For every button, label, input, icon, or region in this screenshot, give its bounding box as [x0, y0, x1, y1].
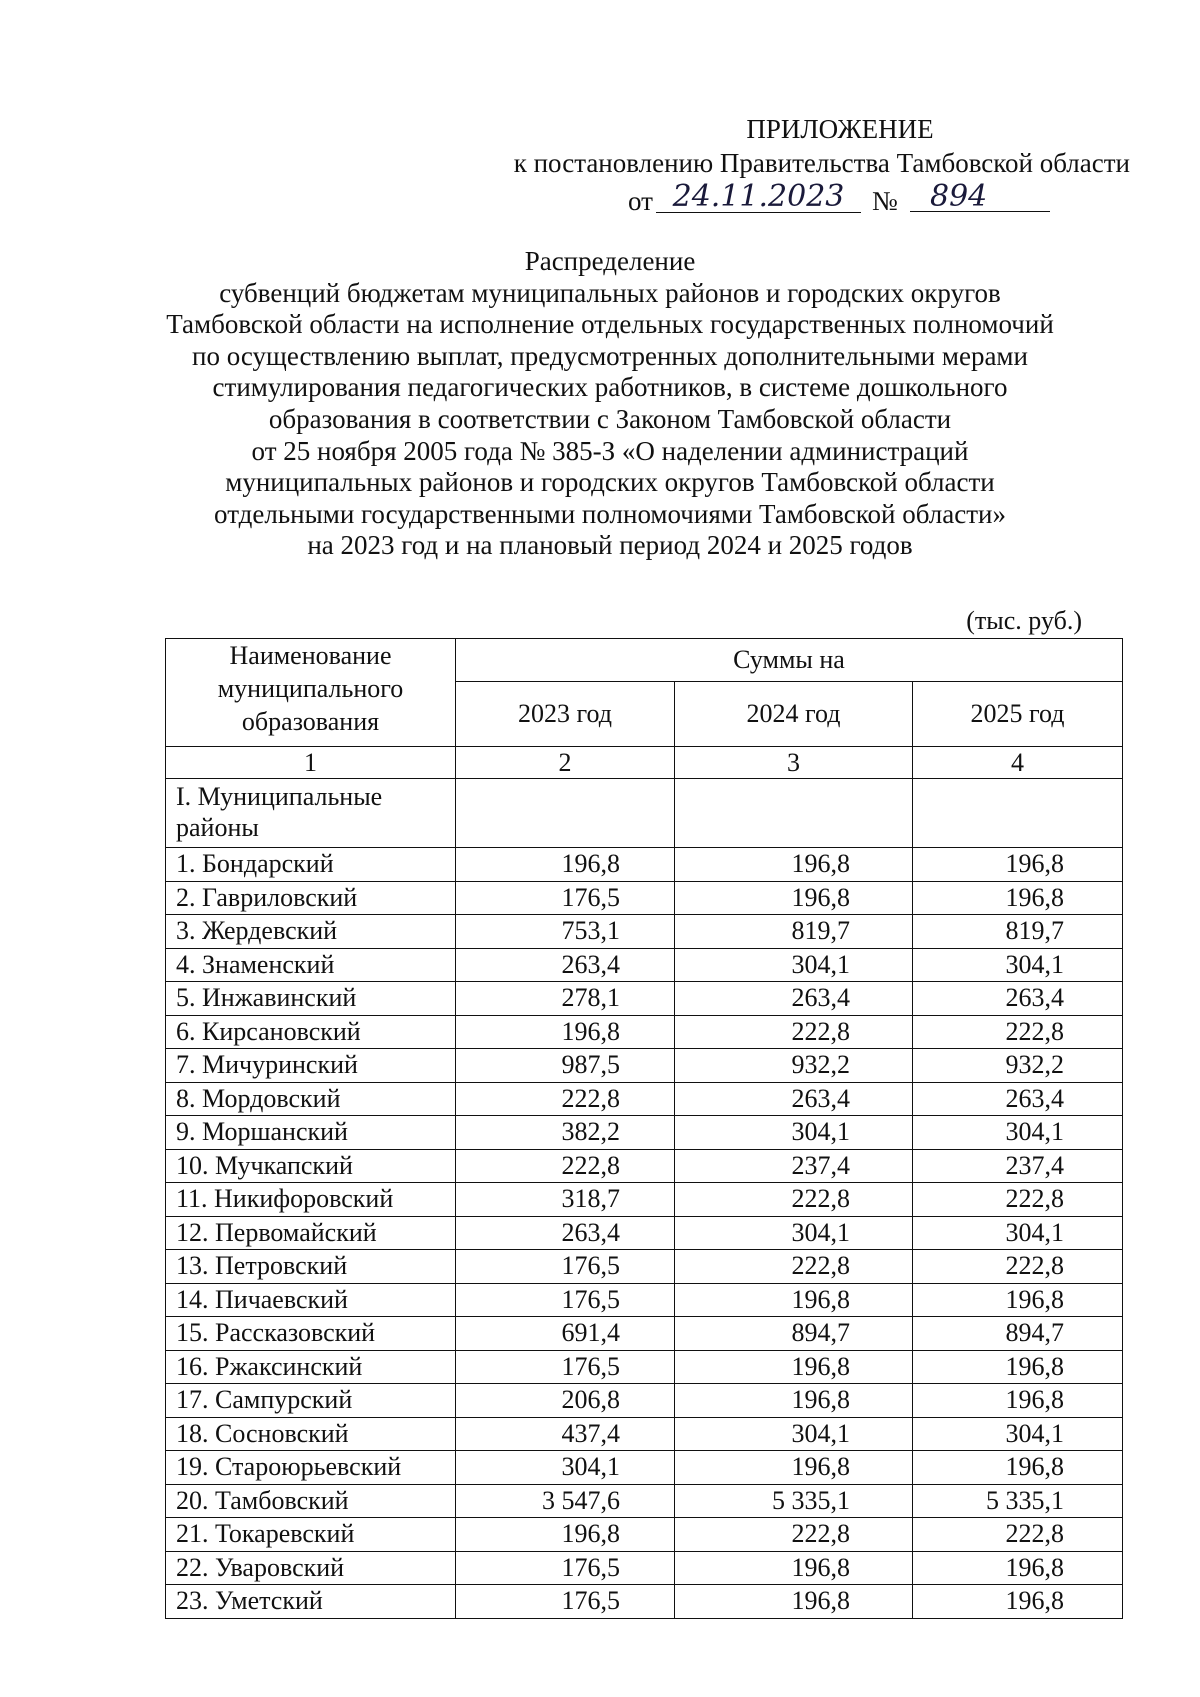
- value-2023: 222,8: [456, 1082, 675, 1116]
- table-row: [166, 1183, 1123, 1217]
- value-2024: 222,8: [675, 1183, 913, 1217]
- value-2025: 5 335,1: [913, 1484, 1123, 1518]
- value-2025: 222,8: [913, 1015, 1123, 1049]
- value-2023: 691,4: [456, 1317, 675, 1351]
- empty-cell: [913, 779, 1123, 848]
- value-2025: 196,8: [913, 881, 1123, 915]
- table-row: [166, 848, 1123, 882]
- table-row: [166, 1015, 1123, 1049]
- value-2025: 196,8: [913, 1551, 1123, 1585]
- district-name: 23. Уметский: [166, 1585, 456, 1619]
- value-2023: 3 547,6: [456, 1484, 675, 1518]
- header-year-2025: 2025 год: [913, 682, 1123, 747]
- col-number: 4: [913, 747, 1123, 779]
- value-2024: 304,1: [675, 948, 913, 982]
- col-number: 3: [675, 747, 913, 779]
- value-2024: 196,8: [675, 1451, 913, 1485]
- value-2024: 196,8: [675, 1283, 913, 1317]
- value-2024: 263,4: [675, 982, 913, 1016]
- value-2023: 437,4: [456, 1417, 675, 1451]
- value-2024: 222,8: [675, 1015, 913, 1049]
- appendix-block: [470, 112, 1150, 220]
- heading-line: Тамбовской области на исполнение отдельных государственных полномочий: [166, 309, 1054, 340]
- date-handwritten: 24.11.2023: [656, 182, 861, 213]
- col-number: 1: [166, 747, 456, 779]
- value-2023: 278,1: [456, 982, 675, 1016]
- value-2024: 894,7: [675, 1317, 913, 1351]
- value-2023: 176,5: [456, 1283, 675, 1317]
- table-row: [166, 1518, 1123, 1552]
- value-2023: 196,8: [456, 848, 675, 882]
- district-name: 19. Староюрьевский: [166, 1451, 456, 1485]
- value-2023: 206,8: [456, 1384, 675, 1418]
- value-2025: 196,8: [913, 1384, 1123, 1418]
- heading-line: по осуществлению выплат, предусмотренных дополнительными мерами: [192, 340, 1028, 371]
- table-row: [166, 1484, 1123, 1518]
- value-2025: 222,8: [913, 1518, 1123, 1552]
- section-title: I. Муниципальные районы: [166, 779, 456, 848]
- value-2024: 196,8: [675, 1551, 913, 1585]
- table-row: [166, 881, 1123, 915]
- value-2025: 196,8: [913, 1451, 1123, 1485]
- value-2023: 382,2: [456, 1116, 675, 1150]
- value-2025: 196,8: [913, 1585, 1123, 1619]
- value-2024: 263,4: [675, 1082, 913, 1116]
- district-name: 17. Сампурский: [166, 1384, 456, 1418]
- value-2023: 176,5: [456, 1250, 675, 1284]
- heading-line: на 2023 год и на плановый период 2024 и 2025 годов: [307, 530, 913, 561]
- number-sign: №: [872, 186, 898, 216]
- heading-line: субвенций бюджетам муниципальных районов и городских округов: [219, 277, 1001, 308]
- value-2024: 304,1: [675, 1116, 913, 1150]
- value-2023: 263,4: [456, 948, 675, 982]
- table-row: [166, 1049, 1123, 1083]
- heading-line: от 25 ноября 2005 года № 385-З «О наделении администраций: [251, 435, 969, 466]
- value-2024: 196,8: [675, 881, 913, 915]
- district-name: 15. Рассказовский: [166, 1317, 456, 1351]
- empty-cell: [456, 779, 675, 848]
- table-row: [166, 1384, 1123, 1418]
- district-name: 4. Знаменский: [166, 948, 456, 982]
- table-row: [166, 1317, 1123, 1351]
- district-name: 10. Мучкапский: [166, 1149, 456, 1183]
- district-name: 22. Уваровский: [166, 1551, 456, 1585]
- value-2024: 819,7: [675, 915, 913, 949]
- appendix-title: ПРИЛОЖЕНИЕ: [746, 114, 934, 144]
- district-name: 13. Петровский: [166, 1250, 456, 1284]
- value-2024: 196,8: [675, 1384, 913, 1418]
- district-name: 16. Ржаксинский: [166, 1350, 456, 1384]
- table-row: [166, 948, 1123, 982]
- value-2025: 304,1: [913, 1417, 1123, 1451]
- table-row: [166, 1082, 1123, 1116]
- value-2023: 196,8: [456, 1518, 675, 1552]
- district-name: 7. Мичуринский: [166, 1049, 456, 1083]
- value-2023: 196,8: [456, 1015, 675, 1049]
- header-year-2024: 2024 год: [675, 682, 913, 747]
- unit-label: (тыс. руб.): [966, 606, 1082, 635]
- table-row: [166, 1283, 1123, 1317]
- value-2024: 196,8: [675, 1585, 913, 1619]
- value-2023: 753,1: [456, 915, 675, 949]
- district-name: 9. Моршанский: [166, 1116, 456, 1150]
- district-name: 1. Бондарский: [166, 848, 456, 882]
- district-name: 18. Сосновский: [166, 1417, 456, 1451]
- value-2025: 304,1: [913, 1116, 1123, 1150]
- date-prefix: от: [628, 186, 653, 216]
- value-2025: 196,8: [913, 848, 1123, 882]
- table-row: [166, 1417, 1123, 1451]
- value-2025: 196,8: [913, 1350, 1123, 1384]
- district-name: 11. Никифоровский: [166, 1183, 456, 1217]
- value-2025: 932,2: [913, 1049, 1123, 1083]
- district-name: 8. Мордовский: [166, 1082, 456, 1116]
- value-2023: 176,5: [456, 881, 675, 915]
- district-name: 6. Кирсановский: [166, 1015, 456, 1049]
- header-sums: Суммы на: [456, 639, 1123, 682]
- district-name: 2. Гавриловский: [166, 881, 456, 915]
- table-row: [166, 982, 1123, 1016]
- district-name: 12. Первомайский: [166, 1216, 456, 1250]
- table-row: [166, 1116, 1123, 1150]
- table-row: [166, 1451, 1123, 1485]
- col-number: 2: [456, 747, 675, 779]
- heading-line: стимулирования педагогических работников, в системе дошкольного: [212, 372, 1008, 403]
- value-2025: 222,8: [913, 1250, 1123, 1284]
- heading-line: муниципальных районов и городских округов Тамбовской области: [225, 467, 995, 498]
- value-2024: 222,8: [675, 1250, 913, 1284]
- value-2023: 987,5: [456, 1049, 675, 1083]
- empty-cell: [675, 779, 913, 848]
- value-2025: 304,1: [913, 948, 1123, 982]
- header-name: Наименование муниципального образования: [166, 639, 456, 747]
- district-name: 21. Токаревский: [166, 1518, 456, 1552]
- value-2025: 196,8: [913, 1283, 1123, 1317]
- value-2023: 176,5: [456, 1585, 675, 1619]
- value-2024: 304,1: [675, 1216, 913, 1250]
- heading-line: Распределение: [524, 246, 696, 276]
- table-row: [166, 915, 1123, 949]
- value-2023: 304,1: [456, 1451, 675, 1485]
- district-name: 3. Жердевский: [166, 915, 456, 949]
- value-2025: 263,4: [913, 982, 1123, 1016]
- table-row: [166, 1585, 1123, 1619]
- value-2025: 304,1: [913, 1216, 1123, 1250]
- district-name: 14. Пичаевский: [166, 1283, 456, 1317]
- value-2024: 222,8: [675, 1518, 913, 1552]
- table-row: [166, 1149, 1123, 1183]
- value-2025: 237,4: [913, 1149, 1123, 1183]
- value-2025: 894,7: [913, 1317, 1123, 1351]
- value-2025: 263,4: [913, 1082, 1123, 1116]
- appendix-date-line: [470, 180, 1150, 220]
- value-2025: 222,8: [913, 1183, 1123, 1217]
- value-2024: 237,4: [675, 1149, 913, 1183]
- section-row: [166, 779, 1123, 848]
- table-row: [166, 1350, 1123, 1384]
- appendix-subtitle: к постановлению Правительства Тамбовской области: [513, 148, 1130, 178]
- value-2025: 819,7: [913, 915, 1123, 949]
- table-row: [166, 1216, 1123, 1250]
- value-2024: 304,1: [675, 1417, 913, 1451]
- document-heading: [150, 246, 1070, 562]
- value-2024: 196,8: [675, 848, 913, 882]
- district-name: 5. Инжавинский: [166, 982, 456, 1016]
- value-2023: 222,8: [456, 1149, 675, 1183]
- district-name: 20. Тамбовский: [166, 1484, 456, 1518]
- table-row: [166, 1250, 1123, 1284]
- distribution-table: [165, 638, 1123, 1619]
- table-row: [166, 1551, 1123, 1585]
- header-year-2023: 2023 год: [456, 682, 675, 747]
- number-handwritten: 894: [910, 182, 1050, 212]
- value-2024: 196,8: [675, 1350, 913, 1384]
- value-2024: 932,2: [675, 1049, 913, 1083]
- value-2023: 176,5: [456, 1551, 675, 1585]
- value-2023: 263,4: [456, 1216, 675, 1250]
- value-2024: 5 335,1: [675, 1484, 913, 1518]
- value-2023: 176,5: [456, 1350, 675, 1384]
- value-2023: 318,7: [456, 1183, 675, 1217]
- column-numbers-row: [166, 747, 1123, 779]
- heading-line: отдельными государственными полномочиями Тамбовской области»: [214, 498, 1006, 529]
- heading-line: образования в соответствии с Законом Тамбовской области: [268, 403, 952, 434]
